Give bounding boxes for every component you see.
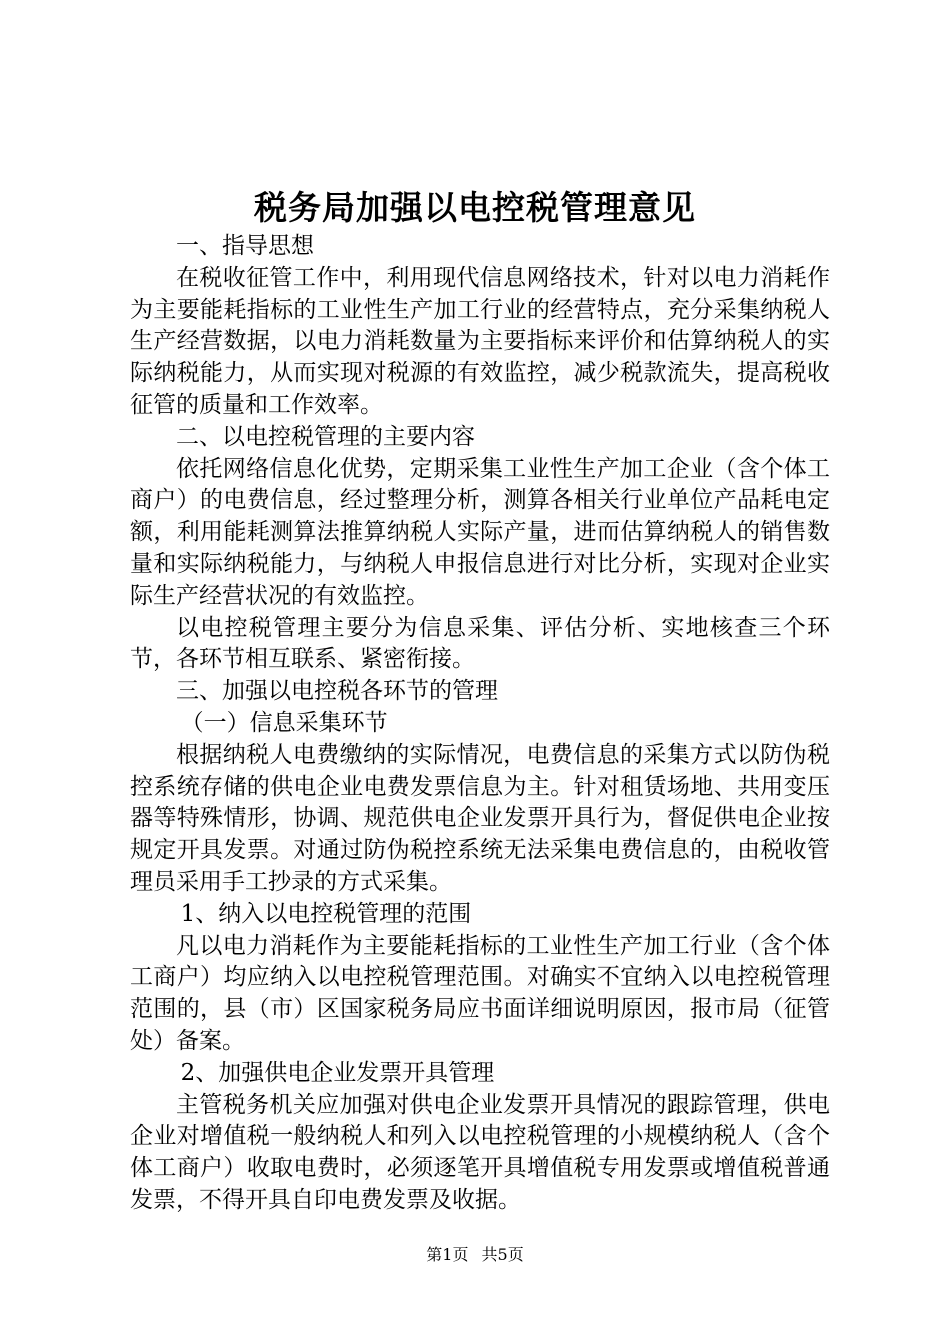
item-heading-invoice-management: 2、加强供电企业发票开具管理 bbox=[180, 1059, 495, 1086]
paragraph-invoice-management: 主管税务机关应加强对供电企业发票开具情况的跟踪管理，供电企业对增值税一般纳税人和列入以电控税管理的小规模纳税人（含个体工商户）收取电费时，必须逐笔开具增值税专用发票或增值税普通发票，不得开具自印电费发票及收据。 bbox=[130, 1091, 830, 1213]
page-number-current: 第1页 bbox=[426, 1245, 469, 1264]
section-heading-stage-management: 三、加强以电控税各环节的管理 bbox=[176, 678, 498, 705]
paragraph-main-content: 依托网络信息化优势，定期采集工业性生产加工企业（含个体工商户）的电费信息，经过整理分析，测算各相关行业单位产品耗电定额，利用能耗测算法推算纳税人实际产量，进而估算纳税人的销售数量和实际纳税能力，与纳税人申报信息进行对比分析，实现对企业实际生产经营状况的有效监控。 bbox=[130, 455, 830, 609]
subsection-heading-info-collection: （一）信息采集环节 bbox=[180, 709, 388, 736]
item-heading-scope: 1、纳入以电控税管理的范围 bbox=[180, 900, 472, 927]
paragraph-scope: 凡以电力消耗作为主要能耗指标的工业性生产加工行业（含个体工商户）均应纳入以电控税管理范围。对确实不宜纳入以电控税管理范围的，县（市）区国家税务局应书面详细说明原因，报市局（征管处）备案。 bbox=[130, 932, 830, 1054]
page-number-total: 共5页 bbox=[481, 1245, 524, 1264]
document-body bbox=[130, 231, 830, 1217]
document-title: 税务局加强以电控税管理意见 bbox=[254, 188, 696, 227]
paragraph-info-collection: 根据纳税人电费缴纳的实际情况，电费信息的采集方式以防伪税控系统存储的供电企业电费发票信息为主。针对租赁场地、共用变压器等特殊情形，协调、规范供电企业发票开具行为，督促供电企业按规定开具发票。对通过防伪税控系统无法采集电费信息的，由税收管理员采用手工抄录的方式采集。 bbox=[130, 741, 830, 895]
page-footer bbox=[0, 1244, 950, 1266]
section-heading-main-content: 二、以电控税管理的主要内容 bbox=[176, 423, 475, 450]
section-heading-guiding-ideology: 一、指导思想 bbox=[176, 233, 314, 259]
paragraph-guiding-ideology: 在税收征管工作中，利用现代信息网络技术，针对以电力消耗作为主要能耗指标的工业性生产加工行业的经营特点，充分采集纳税人生产经营数据，以电力消耗数量为主要指标来评价和估算纳税人的实际纳税能力，从而实现对税源的有效监控，减少税款流失，提高税收征管的质量和工作效率。 bbox=[130, 264, 830, 418]
paragraph-three-stages: 以电控税管理主要分为信息采集、评估分析、实地核查三个环节，各环节相互联系、紧密衔接。 bbox=[130, 614, 830, 673]
